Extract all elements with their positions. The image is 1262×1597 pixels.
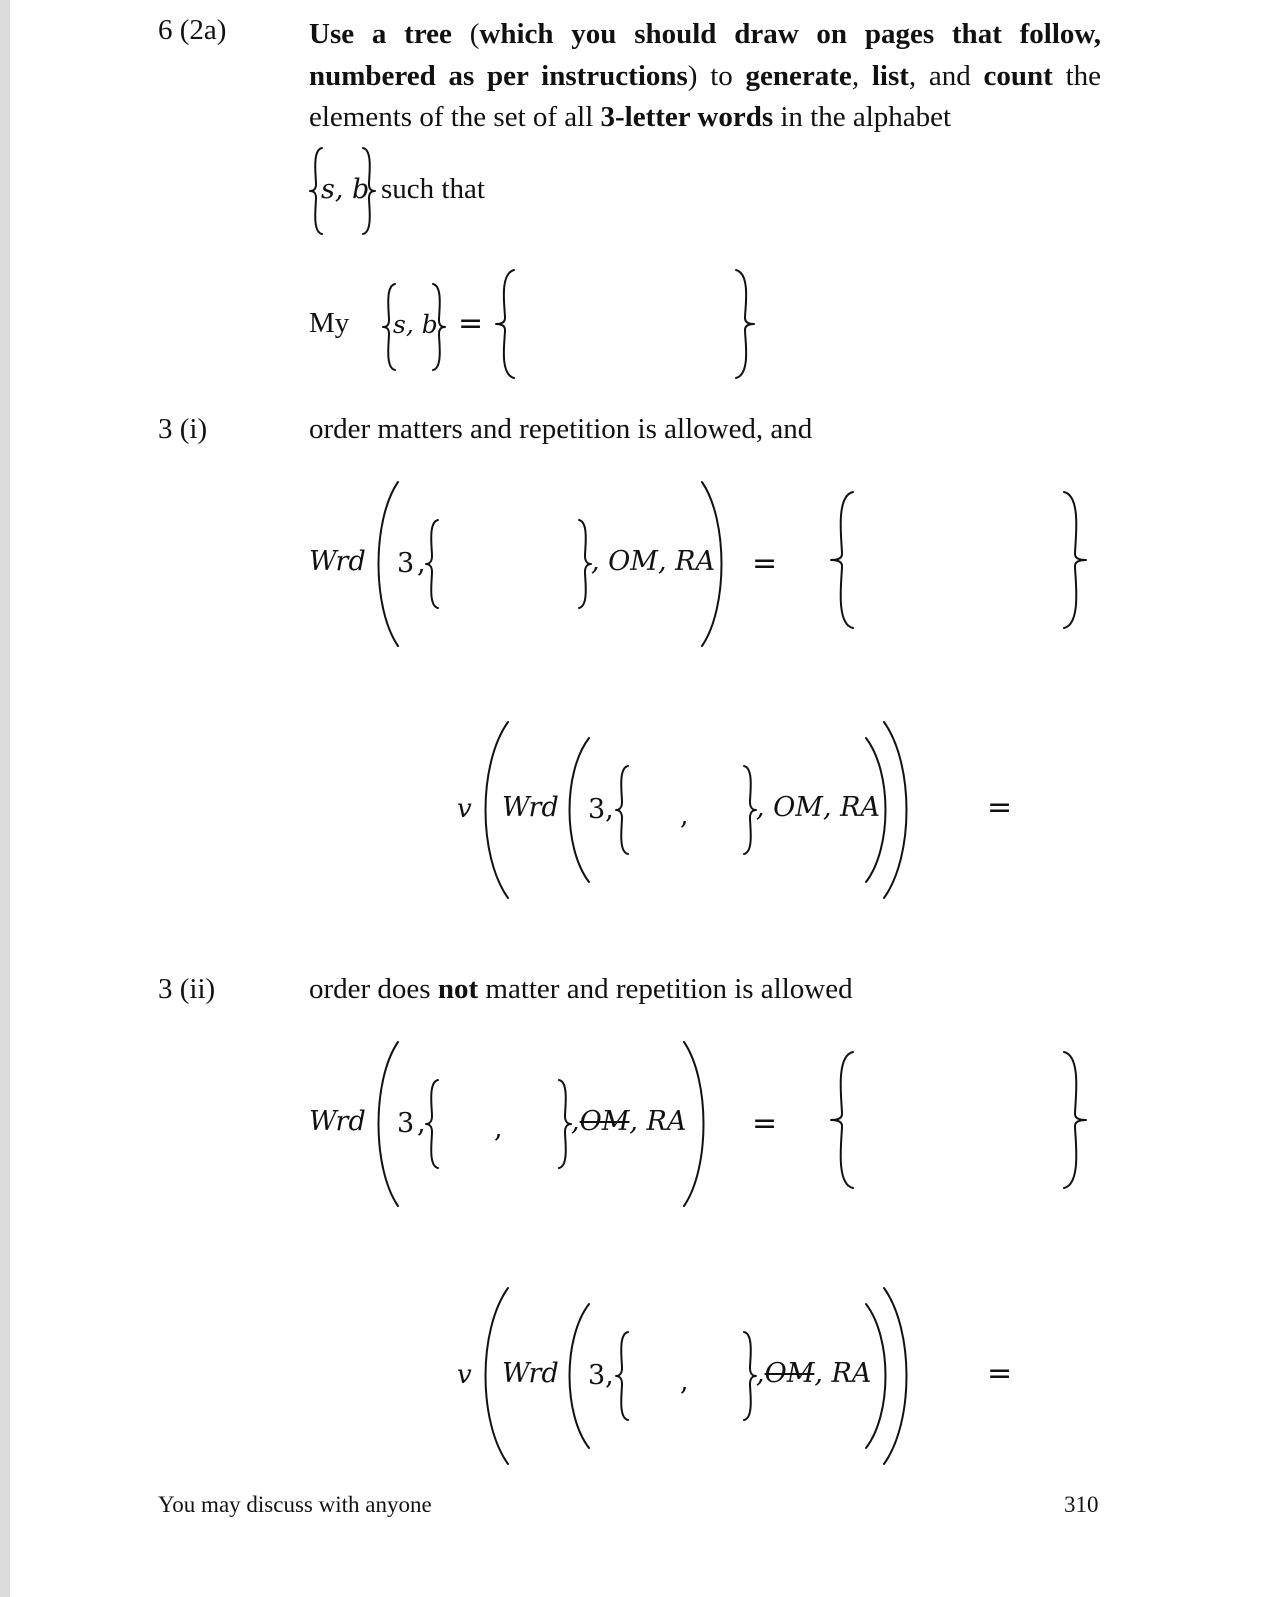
part-ii-three: 3 <box>397 1108 415 1139</box>
my-set-close-brace <box>430 282 450 372</box>
part-i-wrd-2: Wrd <box>502 792 559 823</box>
part-ii-lead-comma-2: , <box>756 1358 765 1389</box>
part-i-set-open-brace <box>424 518 444 610</box>
part-ii-set2-open-brace <box>614 1330 634 1422</box>
part-ii-three-2: 3, <box>588 1360 614 1391</box>
part-i-equals-2: = <box>987 790 1013 825</box>
intro-part: which you should draw on pages that follow, numbered as per instructions <box>309 18 1101 92</box>
part-ii-inner-comma-2: , <box>680 1366 689 1397</box>
intro-part: ) to <box>687 59 746 92</box>
part-i-wrd: Wrd <box>309 546 366 577</box>
part-ii-om-ra <box>571 1106 686 1137</box>
part-i-v-close-paren <box>880 720 914 900</box>
intro-part: generate <box>745 59 852 92</box>
part-ii-lead-comma: , <box>571 1106 580 1137</box>
part-i-set2-open-brace <box>614 764 634 856</box>
part-i-description: order matters and repetition is allowed, and <box>309 413 813 445</box>
part-ii-comma: , <box>417 1108 426 1139</box>
part-ii-wrd-close-paren <box>680 1040 710 1208</box>
part-i-inner-comma: , <box>680 800 689 831</box>
part-ii-om-struck: OM <box>579 1106 630 1137</box>
intro-part: , <box>851 59 872 92</box>
intro-part: ( <box>451 18 480 50</box>
my-alphabet-set: s, b <box>393 310 438 339</box>
my-equals: = <box>458 306 484 341</box>
part-ii-om-struck-2: OM <box>764 1358 815 1389</box>
question-number: 6 (2a) <box>158 14 227 46</box>
such-that-text: such that <box>381 173 485 205</box>
intro-part: the elements of the set of all <box>309 59 1102 133</box>
part-ii-set-open-brace <box>424 1078 444 1170</box>
intro-part: count <box>983 59 1053 92</box>
part-ii-v: v <box>457 1360 472 1390</box>
part-ii-desc-after: matter and repetition is allowed <box>478 973 853 1005</box>
part-ii-equals: = <box>752 1106 778 1141</box>
part-i-comma: , <box>417 548 426 579</box>
part-ii-om-ra-2 <box>756 1358 871 1389</box>
intro-part: 3-letter words <box>600 101 774 133</box>
my-label: My <box>309 307 350 339</box>
part-ii-equals-2: = <box>987 1356 1013 1391</box>
part-ii-ra: , RA <box>629 1106 687 1137</box>
intro-part: list <box>871 59 909 92</box>
part-ii-desc-before: order does <box>309 973 438 1005</box>
alphabet-close-brace <box>360 146 380 236</box>
my-answer-open-brace <box>494 268 518 380</box>
part-ii-answer-open-brace <box>829 1050 857 1190</box>
intro-part: Use a tree <box>309 18 452 50</box>
part-i-three-2: 3, <box>588 794 614 825</box>
part-ii-wrd-2: Wrd <box>502 1358 559 1389</box>
part-i-om-ra-2: , OM, RA <box>756 792 880 823</box>
part-i-om-ra: , OM, RA <box>591 546 715 577</box>
part-ii-wrd: Wrd <box>309 1106 366 1137</box>
page-number: 310 <box>1064 1492 1099 1517</box>
part-i-three: 3 <box>397 548 415 579</box>
part-ii-description <box>309 973 853 1006</box>
part-ii-answer-close-brace <box>1060 1050 1088 1190</box>
part-i-v: v <box>457 794 472 824</box>
part-i-answer-close-brace <box>1060 490 1088 630</box>
my-answer-close-brace <box>732 268 756 380</box>
question-intro <box>309 14 1101 139</box>
footer-note: You may discuss with anyone <box>158 1492 432 1517</box>
part-i-wrd-close-paren <box>698 480 728 648</box>
part-i-number: 3 (i) <box>158 413 208 445</box>
part-ii-inner-comma: , <box>494 1113 503 1144</box>
intro-part: , and <box>908 59 984 92</box>
part-ii-v-close-paren <box>880 1286 914 1466</box>
part-i-answer-open-brace <box>829 490 857 630</box>
part-ii-ra-2: , RA <box>814 1358 872 1389</box>
part-i-equals: = <box>752 546 778 581</box>
alphabet-set: s, b <box>321 174 370 205</box>
part-ii-number: 3 (ii) <box>158 973 216 1005</box>
intro-part: in the alphabet <box>773 101 952 133</box>
part-ii-desc-bold: not <box>437 973 479 1005</box>
page-edge-shadow <box>0 0 10 1597</box>
